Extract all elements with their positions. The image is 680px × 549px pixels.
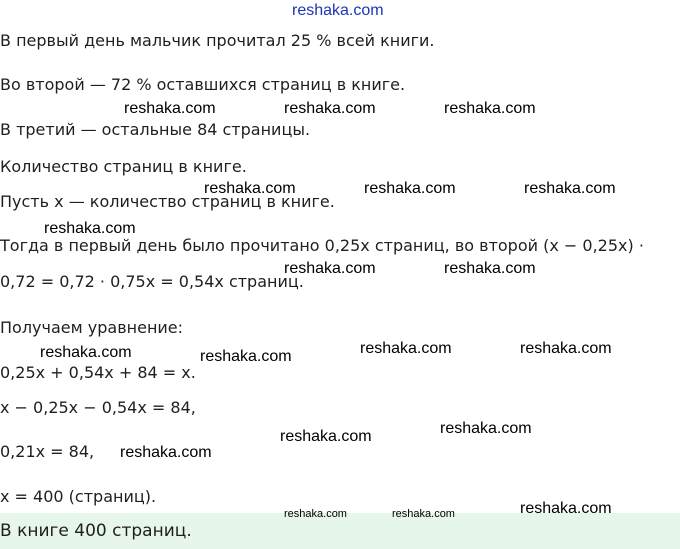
watermark: reshaka.com xyxy=(284,508,347,520)
equation-2: x − 0,25x − 0,54x = 84, xyxy=(0,398,196,417)
problem-line-1: В первый день мальчик прочитал 25 % всей книги. xyxy=(0,31,435,50)
watermark: reshaka.com xyxy=(444,100,536,117)
watermark: reshaka.com xyxy=(124,100,216,117)
watermark: reshaka.com xyxy=(284,100,376,117)
watermark: reshaka.com xyxy=(392,508,455,520)
answer-text: В книге 400 страниц. xyxy=(0,521,192,541)
watermark: reshaka.com xyxy=(524,180,616,197)
reasoning-line-2: 0,72 = 0,72 · 0,75x = 0,54x страниц. xyxy=(0,272,304,291)
reasoning-line-1: Тогда в первый день было прочитано 0,25x страниц, во второй (x − 0,25x) · xyxy=(0,236,644,255)
equation-1: 0,25x + 0,54x + 84 = x. xyxy=(0,363,196,382)
question-line: Количество страниц в книге. xyxy=(0,157,247,176)
watermark: reshaka.com xyxy=(44,220,136,237)
watermark: reshaka.com xyxy=(440,420,532,437)
let-line: Пусть x — количество страниц в книге. xyxy=(0,192,335,211)
watermark: reshaka.com xyxy=(40,344,132,361)
equation-4: x = 400 (страниц). xyxy=(0,487,157,506)
watermark: reshaka.com xyxy=(284,260,376,277)
equation-heading: Получаем уравнение: xyxy=(0,318,184,337)
problem-line-3: В третий — остальные 84 страницы. xyxy=(0,120,311,139)
watermark: reshaka.com xyxy=(204,180,296,197)
watermark: reshaka.com xyxy=(520,340,612,357)
watermark: reshaka.com xyxy=(444,260,536,277)
site-header-link[interactable]: reshaka.com xyxy=(292,2,384,19)
watermark: reshaka.com xyxy=(120,444,212,461)
watermark: reshaka.com xyxy=(364,180,456,197)
problem-line-2: Во второй — 72 % оставшихся страниц в книге. xyxy=(0,75,406,94)
watermark: reshaka.com xyxy=(280,428,372,445)
watermark: reshaka.com xyxy=(200,348,292,365)
equation-3: 0,21x = 84, xyxy=(0,442,95,461)
watermark: reshaka.com xyxy=(520,500,612,517)
watermark: reshaka.com xyxy=(360,340,452,357)
